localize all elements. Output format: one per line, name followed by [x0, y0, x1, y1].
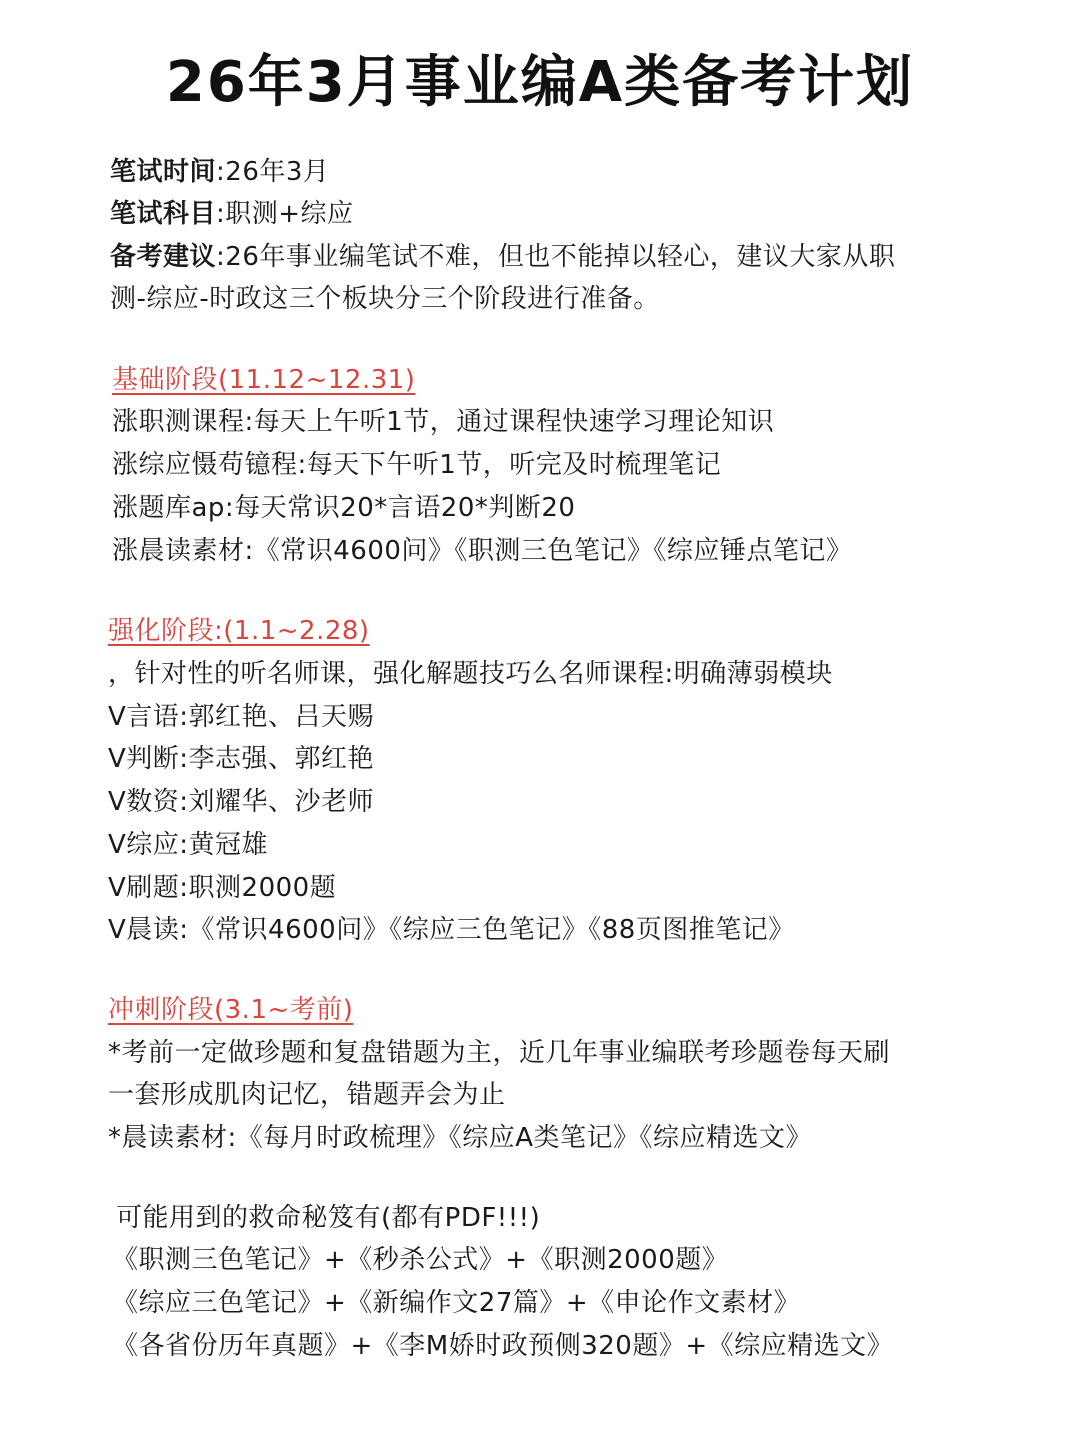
basic-stage-heading: 基础阶段(11.12~12.31) [112, 365, 416, 395]
basic-stage-item: 涨职测课程:每天上午听1节，通过课程快速学习理论知识 [112, 407, 775, 437]
advice-value-1: :26年事业编笔试不难，但也不能掉以轻心，建议大家从职 [216, 242, 896, 272]
strengthen-stage-item: V晨读:《常识4600问》《综应三色笔记》《88页图推笔记》 [108, 915, 795, 945]
basic-stage-item: 涨综应慑苟镱程:每天下午听1节，听完及时梳理笔记 [112, 450, 722, 480]
exam-subject-value: :职测+综应 [216, 199, 354, 229]
strengthen-stage-item: V数资:刘耀华、沙老师 [108, 787, 375, 817]
basic-stage-item: 涨题库ap:每天常识20*言语20*判断20 [112, 493, 576, 523]
basic-stage-item: 涨晨读素材:《常识4600问》《职测三色笔记》《综应锤点笔记》 [112, 536, 853, 566]
strengthen-stage-item: V综应:黄冠雄 [108, 830, 269, 860]
exam-subject-line [110, 197, 354, 231]
resource-item: 《各省份历年真题》+《李M娇时政预侧320题》+《综应精选文》 [112, 1331, 894, 1361]
sprint-stage-item: *考前一定做珍题和复盘错题为主，近几年事业编联考珍题卷每天刷 [108, 1038, 891, 1068]
exam-time-label: 笔试时间 [110, 157, 217, 187]
sprint-stage-item: 一套形成肌肉记忆，错题弄会为止 [108, 1080, 506, 1110]
strengthen-stage-item: V刷题:职测2000题 [108, 873, 337, 903]
advice-line-1 [110, 240, 895, 274]
sprint-stage-heading: 冲刺阶段(3.1~考前) [108, 995, 354, 1025]
strengthen-stage-item: ，针对性的听名师课，强化解题技巧么名师课程:明确薄弱模块 [108, 659, 833, 689]
exam-time-value: :26年3月 [216, 157, 330, 187]
sprint-stage-item: *晨读素材:《每月时政梳理》《综应A类笔记》《综应精选文》 [108, 1123, 813, 1153]
advice-line-2: 测-综应-时政这三个板块分三个阶段进行准备。 [110, 284, 660, 314]
advice-label: 备考建议 [110, 242, 217, 272]
page-title: 26年3月事业编A类备考计划 [165, 50, 915, 115]
strengthen-stage-heading: 强化阶段:(1.1~2.28) [108, 616, 370, 646]
strengthen-stage-item: V言语:郭红艳、吕天赐 [108, 702, 375, 732]
resource-item: 《职测三色笔记》+《秒杀公式》+《职测2000题》 [112, 1245, 729, 1275]
exam-time-line [110, 155, 329, 189]
strengthen-stage-item: V判断:李志强、郭红艳 [108, 744, 375, 774]
resources-intro: 可能用到的救命秘笈有(都有PDF!!!) [116, 1203, 541, 1233]
exam-subject-label: 笔试科目 [110, 199, 217, 229]
resource-item: 《综应三色笔记》+《新编作文27篇》+《申论作文素材》 [112, 1288, 801, 1318]
